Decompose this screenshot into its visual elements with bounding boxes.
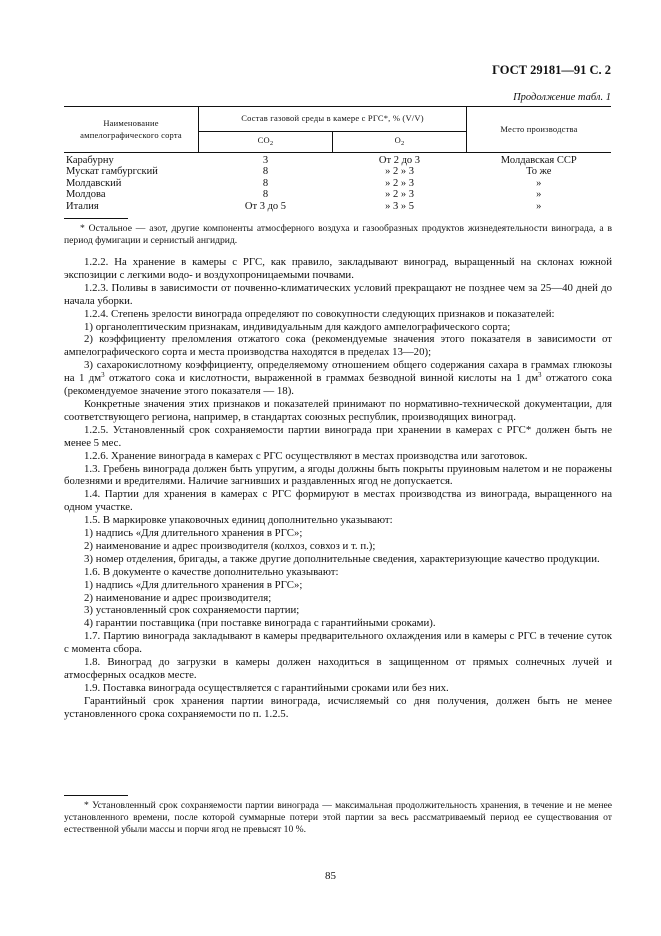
col-header-variety: Наименование ампелографического сорта	[64, 107, 199, 153]
cell-place: Молдавская ССР	[500, 155, 577, 166]
list-item: 1) надпись «Для длительного хранения в РГС»;	[84, 527, 303, 540]
cell-o2: От 2 до 3	[378, 155, 421, 166]
cell-co2: 3	[262, 155, 269, 166]
paragraph-1-5: 1.5. В маркировке упаковочных единиц дополнительно указывают:	[84, 514, 393, 527]
paragraph-1-9: 1.9. Поставка винограда осуществляется с гарантийными сроками или без них.	[84, 681, 449, 694]
page-number: 85	[325, 870, 336, 882]
cell-variety: Карабурну	[66, 155, 114, 166]
table-row	[64, 153, 611, 167]
col-header-o2: $O_2$	[333, 132, 467, 153]
paragraph-1-6: 1.6. В документе о качестве дополнительно указывают:	[84, 565, 339, 578]
page-footnote-text: * Установленный срок сохраняемости партии винограда — максимальная продолжительность хранения, в течение и не менее установленного времени, после которой суммарные потери этой партии за весь рассматриваемый период ее существования от естественной убыли массы и порчи ягод не превысят 10 %.	[64, 800, 612, 835]
table-row	[64, 178, 611, 189]
list-item: 3) сахарокислотному коэффициенту, определяемому отношением общего содержания сахара в граммах глюкозы на 1 $дм^3$ отжатого сока и кислотности, выраженной в граммах безводной винной кислоты на 1 $дм^3$ отжатого сока (рекомендуемое значение этого показателя — 18).	[64, 359, 612, 398]
paragraph-1-4: 1.4. Партии для хранения в камерах с РГС формируют в местах производства из винограда, выращенного на одном участке.	[64, 488, 612, 514]
list-item: 3) номер отделения, бригады, а также другие дополнительные сведения, характеризующие качество продукции.	[84, 552, 600, 565]
list-item: 2) наименование и адрес производителя;	[84, 591, 272, 604]
paragraph-1-7: 1.7. Партию винограда закладывают в камеры предварительного охлаждения или в камеры с РГС в течение суток с момента сбора.	[64, 630, 612, 656]
page-footnote-rule	[64, 795, 128, 796]
document-body	[64, 256, 612, 721]
paragraph-1-2-3: 1.2.3. Поливы в зависимости от почвенно-климатических условий прекращают не позднее чем за 25—40 дней до начала уборки.	[64, 281, 612, 307]
table-row	[64, 166, 611, 177]
paragraph-concrete-values: Конкретные значения этих признаков и показателей принимают по нормативно-технической документации, для соответствующего региона, например, в стандартах союзных республик, производящих виноград.	[64, 397, 612, 423]
list-item: 1) органолептическим признакам, индивидуальным для каждого ампелографического сорта;	[84, 320, 511, 333]
table-footnote	[64, 223, 612, 246]
cell-place: То же	[526, 166, 552, 178]
paragraph-1-2-4: 1.2.4. Степень зрелости винограда определяют по совокупности следующих признаков и показателей:	[84, 307, 555, 320]
cell-o2: » 2 » 3	[385, 177, 414, 189]
cell-co2: От 3 до 5	[244, 200, 287, 212]
paragraph-1-2-5: 1.2.5. Установленный срок сохраняемости партии винограда при хранении в камерах с РГС* должен быть не менее 5 мес.	[64, 423, 612, 449]
cell-place: »	[536, 200, 542, 212]
table-row	[64, 201, 611, 212]
list-item: 1) надпись «Для длительного хранения в РГС»;	[84, 578, 303, 591]
paragraph-guarantee: Гарантийный срок хранения партии винограда, исчисляемый со дня получения, должен быть не менее установленного срока сохраняемости по п. 1.2.5.	[64, 694, 612, 720]
page-footnote	[64, 800, 612, 835]
table-footnote-text: * Остальное — азот, другие компоненты атмосферного воздуха и газообразных продуктов жизнедеятельности винограда, а в период фумигации и сернистый ангидрид.	[64, 223, 612, 246]
cell-o2: » 2 » 3	[385, 166, 414, 178]
cell-variety: Молдавский	[66, 177, 122, 189]
cell-co2: 8	[262, 177, 269, 189]
paragraph-1-2-6: 1.2.6. Хранение винограда в камерах с РГС осуществляют в местах производства или заготовок.	[84, 449, 528, 462]
cell-variety: Мускат гамбургский	[66, 166, 158, 178]
cell-o2: » 3 » 5	[385, 200, 414, 212]
table-row	[64, 189, 611, 200]
list-item: 2) наименование и адрес производителя (колхоз, совхоз и т. п.);	[84, 539, 376, 552]
col-header-co2: $CO_2$	[199, 132, 333, 153]
paragraph-1-8: 1.8. Виноград до загрузки в камеры должен находиться в защищенном от прямых солнечных лучей и атмосферных осадков месте.	[64, 656, 612, 681]
cell-place: »	[536, 177, 542, 189]
list-item: 3) установленный срок сохраняемости партии;	[84, 604, 300, 617]
list-item: 2) коэффициенту преломления отжатого сока (рекомендуемые значения этого показателя в зависимости от ампелографического сорта и места производства находятся в пределах 13—20);	[64, 333, 612, 359]
list-item: 4) гарантии поставщика (при поставке винограда с гарантийными сроками).	[84, 617, 436, 630]
paragraph-1-2-2: 1.2.2. На хранение в камеры с РГС, как правило, закладывают виноград, выращенный на склонах южной экспозиции с легкими водо- и воздухопроницаемыми почвами.	[64, 256, 612, 281]
cell-variety: Молдова	[66, 189, 106, 201]
cell-co2: 8	[262, 166, 269, 178]
cell-co2: 8	[262, 189, 269, 201]
col-header-place: Место производства	[467, 107, 612, 153]
cell-place: »	[536, 189, 542, 201]
col-header-gas: Состав газовой среды в камере с РГС*, % (V/V)	[199, 107, 467, 132]
table-continuation-label: Продолжение табл. 1	[513, 92, 611, 103]
document-header: ГОСТ 29181—91 С. 2	[492, 63, 611, 77]
paragraph-1-3: 1.3. Гребень винограда должен быть упругим, а ягоды должны быть покрыты пруиновым налетом и не поражены болезнями и вредителями. Наличие загнивших и раздавленных ягод не допускается.	[64, 462, 612, 488]
table-footnote-rule	[64, 218, 128, 219]
gas-composition-table	[64, 106, 611, 212]
cell-o2: » 2 » 3	[385, 189, 414, 201]
cell-variety: Италия	[66, 200, 99, 212]
